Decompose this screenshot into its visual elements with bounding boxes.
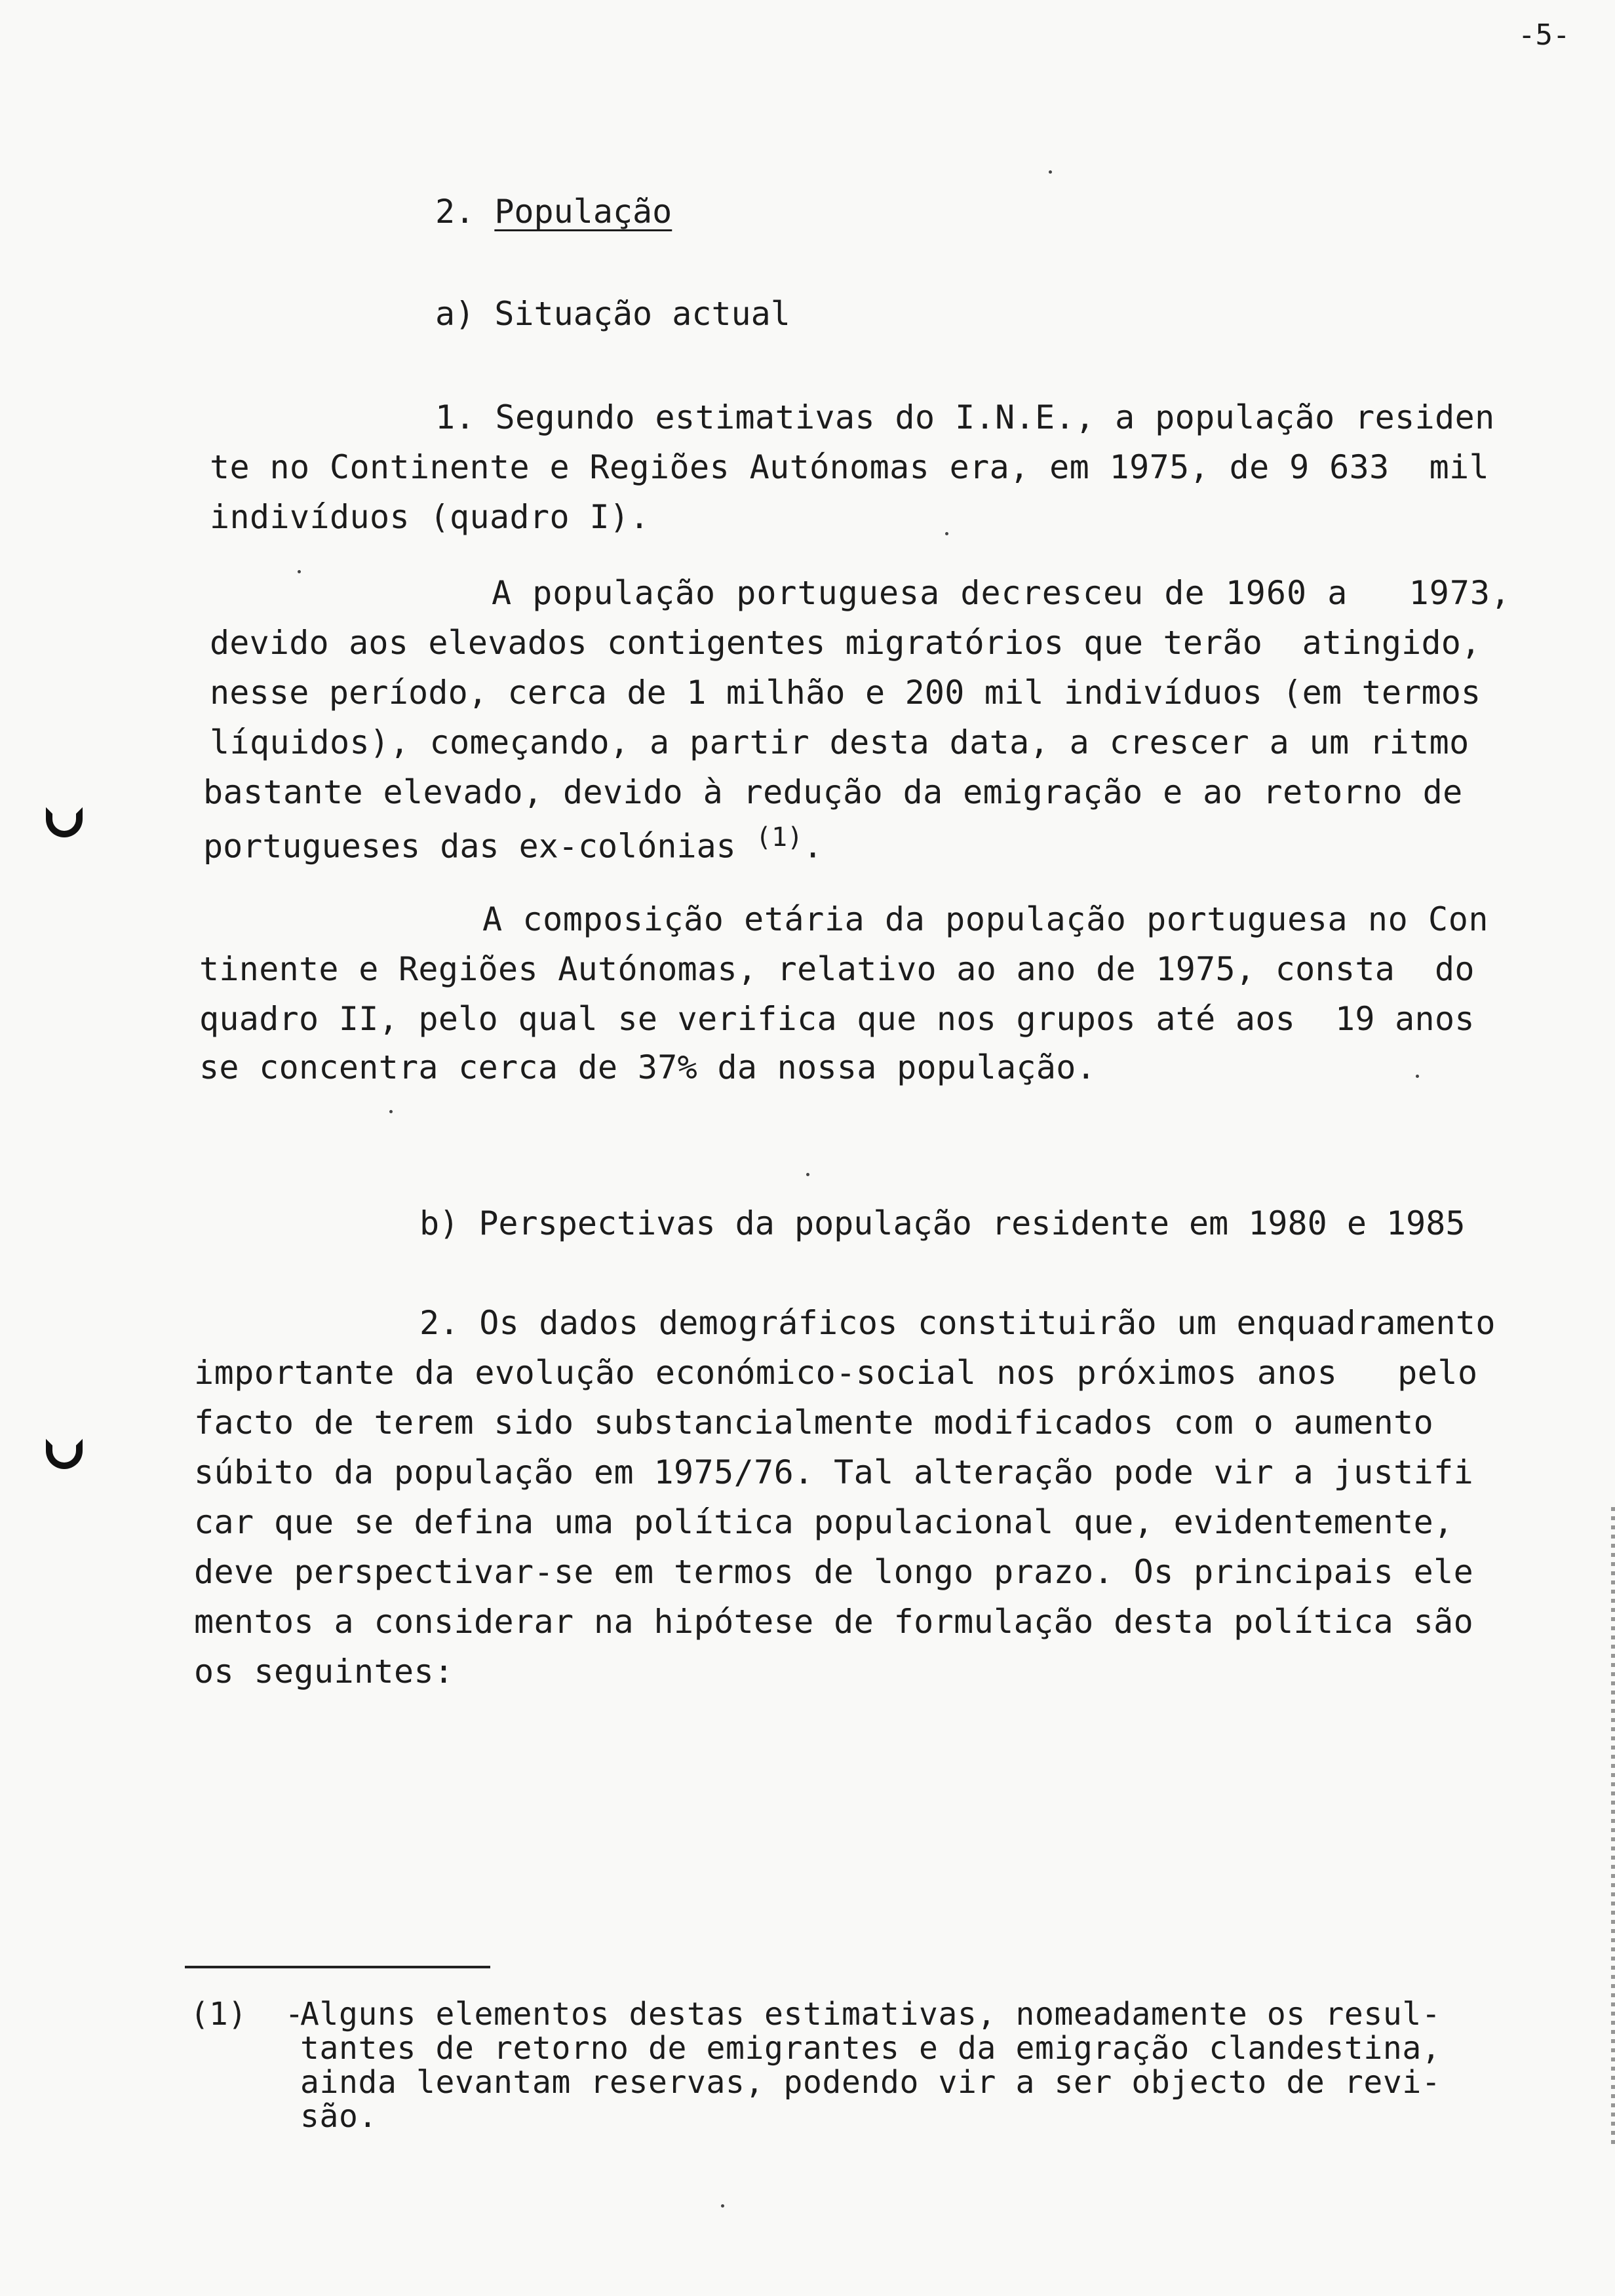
para-3-line-4: se concentra cerca de 37% da nossa população. — [199, 1048, 1097, 1086]
footnote-marker — [190, 1996, 304, 2033]
para-2-line-2: devido aos elevados contigentes migratórios que terão atingido, — [210, 624, 1481, 662]
footnote-line-1: Alguns elementos destas estimativas, nomeadamente os resul- — [300, 1996, 1441, 2033]
section-heading — [435, 193, 672, 231]
subsection-a-title: Situação actual — [494, 295, 790, 333]
para-2-end-punct: . — [803, 827, 823, 866]
para-2-line-4: líquidos), começando, a partir desta data, a crescer a um ritmo — [210, 723, 1469, 761]
footnote-rule — [185, 1966, 490, 1968]
subsection-b-label: b) — [419, 1204, 459, 1242]
section-title: População — [494, 193, 672, 231]
scan-speck — [721, 2204, 724, 2208]
footnote-line-4: são. — [300, 2098, 378, 2135]
scan-speck — [945, 532, 948, 535]
footnote-marker-number: (1) — [190, 1996, 247, 2033]
binder-hole-mark-icon — [46, 1439, 83, 1469]
subsection-b-heading — [419, 1204, 1466, 1242]
para-2-line-1: A população portuguesa decresceu de 1960 a 1973, — [492, 574, 1511, 612]
para-4-line-6: deve perspectivar-se em termos de longo prazo. Os principais ele — [194, 1553, 1474, 1591]
para-4-line-2: importante da evolução económico-social nos próximos anos pelo — [194, 1354, 1478, 1392]
scan-edge-artifact — [1611, 1507, 1615, 2149]
para-4-line-7: mentos a considerar na hipótese de formulação desta política são — [194, 1603, 1474, 1641]
para-4-line-4: súbito da população em 1975/76. Tal alteração pode vir a justifi — [194, 1453, 1474, 1491]
para-4-line-3: facto de terem sido substancialmente modificados com o aumento — [194, 1404, 1434, 1442]
footnote-line-2: tantes de retorno de emigrantes e da emigração clandestina, — [300, 2030, 1441, 2067]
para-2-line-6 — [203, 822, 823, 866]
footnote-line-3: ainda levantam reservas, podendo vir a ser objecto de revi- — [300, 2064, 1441, 2101]
para-3-line-2: tinente e Regiões Autónomas, relativo ao ano de 1975, consta do — [199, 950, 1475, 988]
para-4-line-8: os seguintes: — [194, 1653, 454, 1691]
para-3-line-3: quadro II, pelo qual se verifica que nos grupos até aos 19 anos — [199, 1000, 1475, 1038]
scan-speck — [1416, 1075, 1419, 1078]
page-number: -5- — [1518, 18, 1570, 52]
para-1-line-1: 1. Segundo estimativas do I.N.E., a população residen — [435, 398, 1495, 436]
subsection-a-heading — [435, 295, 790, 333]
para-1-line-3: indivíduos (quadro I). — [210, 498, 650, 536]
footnote-reference: (1) — [755, 822, 804, 852]
subsection-a-label: a) — [435, 295, 475, 333]
binder-hole-mark-icon — [46, 807, 83, 837]
para-4-line-1: 2. Os dados demográficos constituirão um enquadramento — [419, 1304, 1496, 1342]
footnote-dash: - — [284, 1996, 304, 2033]
scan-speck — [298, 570, 301, 573]
para-2-line-5: bastante elevado, devido à redução da emigração e ao retorno de — [203, 773, 1463, 811]
para-2-line-6-text: portugueses das ex-colónias — [203, 827, 736, 866]
para-4-line-5: car que se defina uma política populacional que, evidentemente, — [194, 1503, 1454, 1541]
subsection-b-title: Perspectivas da população residente em 1980 e 1985 — [478, 1204, 1466, 1242]
section-number: 2. — [435, 193, 475, 231]
para-1-line-2: te no Continente e Regiões Autónomas era, em 1975, de 9 633 mil — [210, 448, 1490, 486]
scan-speck — [389, 1110, 393, 1113]
para-2-line-3: nesse período, cerca de 1 milhão e 200 mil indivíduos (em termos — [210, 674, 1481, 712]
para-3-line-1: A composição etária da população portuguesa no Con — [482, 900, 1489, 938]
scan-speck — [806, 1173, 809, 1176]
scan-speck — [1049, 170, 1052, 174]
